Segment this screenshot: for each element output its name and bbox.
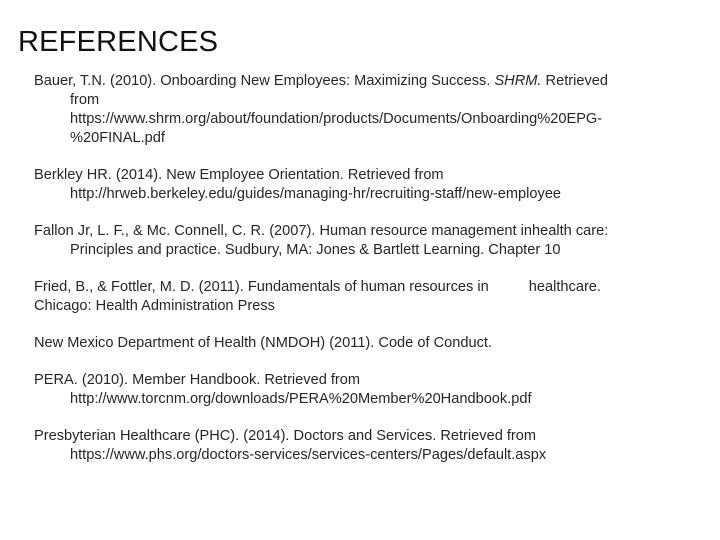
journal-title: SHRM.	[494, 73, 542, 89]
reference-continuation: Chicago: Health Administration Press	[34, 298, 275, 314]
reference-url: http://hrweb.berkeley.edu/guides/managing-hr/recruiting-staff/new-employee	[70, 186, 562, 202]
reference-text: Retrieved	[541, 73, 608, 89]
reference-continuation: from	[70, 92, 100, 108]
reference-item	[34, 278, 674, 316]
reference-first-line	[34, 72, 674, 91]
reference-first-line: New Mexico Department of Health (NMDOH) (2011). Code of Conduct.	[34, 335, 492, 351]
reference-url: %20FINAL.pdf	[70, 130, 165, 146]
reference-item	[34, 166, 674, 204]
reference-text: Fried, B., & Fottler, M. D. (2011). Fundamentals of human resources in	[34, 279, 489, 295]
reference-first-line: Presbyterian Healthcare (PHC). (2014). Doctors and Services. Retrieved from	[34, 428, 537, 444]
reference-item	[34, 222, 674, 260]
reference-url: https://www.phs.org/doctors-services/services-centers/Pages/default.aspx	[70, 447, 547, 463]
reference-first-line: PERA. (2010). Member Handbook. Retrieved from	[34, 372, 361, 388]
reference-item	[34, 72, 674, 148]
reference-url: https://www.shrm.org/about/foundation/products/Documents/Onboarding%20EPG-	[70, 111, 603, 127]
reference-first-line: Berkley HR. (2014). New Employee Orientation. Retrieved from	[34, 167, 444, 183]
reference-first-line	[34, 278, 674, 297]
reference-continuation: Principles and practice. Sudbury, MA: Jones & Bartlett Learning. Chapter 10	[70, 242, 561, 258]
reference-item	[34, 371, 674, 409]
reference-text: Bauer, T.N. (2010). Onboarding New Employees: Maximizing Success.	[34, 73, 495, 89]
reference-first-line: Fallon Jr, L. F., & Mc. Connell, C. R. (2007). Human resource management inhealth care:	[34, 223, 609, 239]
reference-item	[34, 334, 674, 353]
reference-list	[34, 72, 674, 483]
reference-url: http://www.torcnm.org/downloads/PERA%20Member%20Handbook.pdf	[70, 391, 532, 407]
reference-text: healthcare.	[528, 279, 601, 295]
page-title: REFERENCES	[18, 26, 219, 58]
reference-item	[34, 427, 674, 465]
